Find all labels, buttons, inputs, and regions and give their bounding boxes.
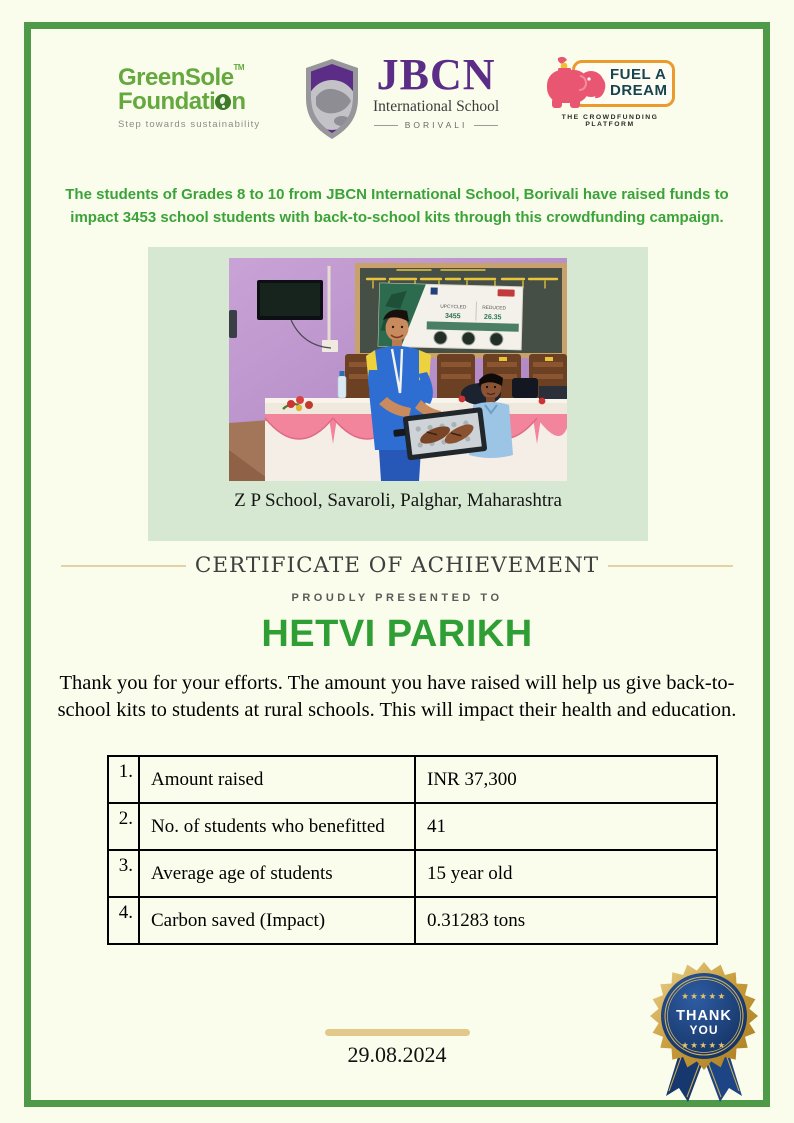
title-rule-left	[61, 565, 186, 567]
row-number: 2.	[108, 803, 139, 850]
greensole-tm: TM	[233, 63, 245, 72]
row-number: 1.	[108, 756, 139, 803]
row-number: 3.	[108, 850, 139, 897]
fuel-line1: FUEL A	[610, 66, 667, 83]
row-value: 41	[415, 803, 717, 850]
rule-left	[374, 125, 398, 126]
fuel-tagline: THE CROWDFUNDING PLATFORM	[561, 114, 659, 128]
message-line-2: school kits to students at rural schools. This will impact their health and education.	[57, 699, 737, 721]
jbcn-school-name: International School	[373, 98, 500, 116]
row-label: Average age of students	[139, 850, 415, 897]
row-value: 15 year old	[415, 850, 717, 897]
row-number: 4.	[108, 897, 139, 944]
row-label: Amount raised	[139, 756, 415, 803]
recipient-name: HETVI PARIKH	[261, 613, 533, 655]
elephant-piggybank-icon	[544, 54, 610, 112]
jbcn-city: BORIVALI	[404, 120, 468, 131]
greensole-foundation-logo: GreenSole™ Foundati n Step towards sustainability	[118, 66, 278, 130]
banner-reduced-label: REDUCED	[482, 305, 507, 312]
presented-label: PROUDLY PRESENTED TO	[291, 592, 503, 604]
certificate-date: 29.08.2024	[347, 1042, 447, 1067]
intro-line-1: The students of Grades 8 to 10 from JBCN International School, Borivali have raised funds to	[65, 186, 729, 203]
certificate-title: CERTIFICATE OF ACHIEVEMENT	[194, 553, 600, 578]
row-label: Carbon saved (Impact)	[139, 897, 415, 944]
jbcn-acronym: JBCN	[376, 50, 496, 99]
greensole-foundation-text: Foundati	[118, 88, 216, 116]
fuel-line2: DREAM	[610, 81, 668, 99]
thank-you-message	[0, 670, 794, 724]
row-label: No. of students who benefitted	[139, 803, 415, 850]
table-row	[108, 897, 717, 944]
stats-table	[107, 755, 718, 945]
row-value: 0.31283 tons	[415, 897, 717, 944]
intro-line-2: impact 3453 school students with back-to-school kits through this crowdfunding campaign.	[70, 209, 724, 226]
thank-you-ribbon-badge	[646, 956, 762, 1106]
row-value: INR 37,300	[415, 756, 717, 803]
date-rule	[325, 1029, 470, 1036]
greensole-tagline: Step towards sustainability	[118, 118, 261, 130]
jbcn-shield-globe-icon	[302, 57, 362, 143]
table-row	[108, 850, 717, 897]
footprint-icon	[215, 94, 231, 110]
table-row	[108, 756, 717, 803]
fuel-a-dream-logo	[544, 54, 676, 128]
table-row	[108, 803, 717, 850]
intro-paragraph	[0, 183, 794, 229]
photo-caption: Z P School, Savaroli, Palghar, Maharashtra	[234, 490, 562, 511]
greensole-name: GreenSole	[118, 64, 234, 91]
badge-stars-bottom: ★★★★★	[681, 1040, 727, 1050]
jbcn-school-logo	[302, 50, 500, 143]
banner-upcycled-value: 3455	[444, 312, 461, 321]
badge-thank: THANK	[676, 1008, 732, 1024]
title-rule-right	[608, 565, 733, 567]
banner-reduced-value: 26.35	[483, 313, 502, 322]
banner-upcycled-label: UPCYCLED	[440, 304, 467, 311]
badge-stars-top: ★★★★★	[681, 991, 727, 1001]
certificate-title-row	[0, 553, 794, 578]
rule-right	[474, 125, 498, 126]
badge-you: YOU	[689, 1023, 719, 1037]
photo-card	[148, 247, 648, 541]
message-line-1: Thank you for your efforts. The amount you have raised will help us give back-to-	[59, 672, 735, 694]
school-classroom-photo	[229, 258, 567, 481]
